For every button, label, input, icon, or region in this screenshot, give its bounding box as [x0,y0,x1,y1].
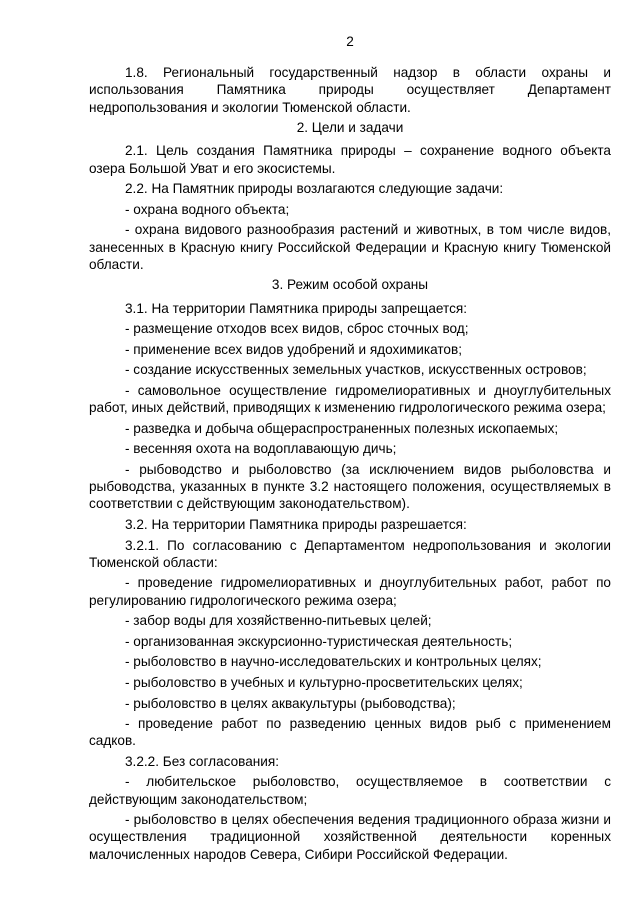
section-heading-3: 3. Режим особой охраны [271,277,429,293]
paragraph-3-2-2: 3.2.2. Без согласования: [125,753,280,769]
section-heading-2: 2. Цели и задачи [296,120,404,136]
paragraph-2-1: 2.1. Цель создания Памятника природы – сохранение водного объекта озера Большой Уват и его экосистемы. [89,143,611,176]
list-item: - охрана видового разнообразия растений и животных, в том числе видов, занесенных в Красную книгу Российской Федерации и Красную книгу Тюменской области. [89,222,611,272]
list-item: - рыболовство в учебных и культурно-просветительских целях; [125,674,523,690]
list-item: - любительское рыболовство, осуществляемое в соответствии с действующим законодательством; [89,774,611,807]
paragraph-3-2: 3.2. На территории Памятника природы разрешается: [125,516,467,532]
list-item: - забор воды для хозяйственно-питьевых целей; [125,613,432,629]
list-item: - самовольное осуществление гидромелиоративных и дноуглубительных работ, иных действий, приводящих к изменению гидрологического режима озера; [89,382,611,416]
list-item: - создание искусственных земельных участков, искусственных островов; [125,362,587,378]
list-item: - рыболовство в целях аквакультуры (рыбоводства); [125,695,456,711]
list-item: - рыбоводство и рыболовство (за исключением видов рыболовства и рыбоводства, указанных в пункте 3.2 настоящего положения, осуществляемых в соответствии с действующим законодательством). [89,461,611,512]
list-item: - весенняя охота на водоплавающую дичь; [125,441,397,457]
list-item: - охрана водного объекта; [125,201,290,217]
list-item: - проведение работ по разведению ценных видов рыб с применением садков. [89,716,611,749]
paragraph-3-2-1: 3.2.1. По согласованию с Департаментом недропользования и экологии Тюменской области: [89,537,611,570]
list-item: - рыболовство в научно-исследовательских и контрольных целях; [125,654,542,670]
page-number: 2 [346,34,354,49]
list-item: - организованная экскурсионно-туристическая деятельность; [125,633,513,649]
paragraph-1-8: 1.8. Региональный государственный надзор в области охраны и использования Памятника природы осуществляет Департамент недропользования и экологии Тюменской области. [89,65,611,115]
list-item: - разведка и добыча общераспространенных полезных ископаемых; [125,420,559,436]
paragraph-3-1: 3.1. На территории Памятника природы запрещается: [125,300,468,316]
list-item: - размещение отходов всех видов, сброс сточных вод; [125,321,469,337]
document-page [89,33,611,866]
list-item: - применение всех видов удобрений и ядохимикатов; [125,341,462,357]
paragraph-2-2: 2.2. На Памятник природы возлагаются следующие задачи: [125,181,504,197]
list-item: - рыболовство в целях обеспечения ведения традиционного образа жизни и осуществления традиционной хозяйственной деятельности коренных малочисленных народов Севера, Сибири Российской Федерации. [89,812,611,862]
list-item: - проведение гидромелиоративных и дноуглубительных работ, работ по регулированию гидрологического режима озера; [89,575,611,608]
